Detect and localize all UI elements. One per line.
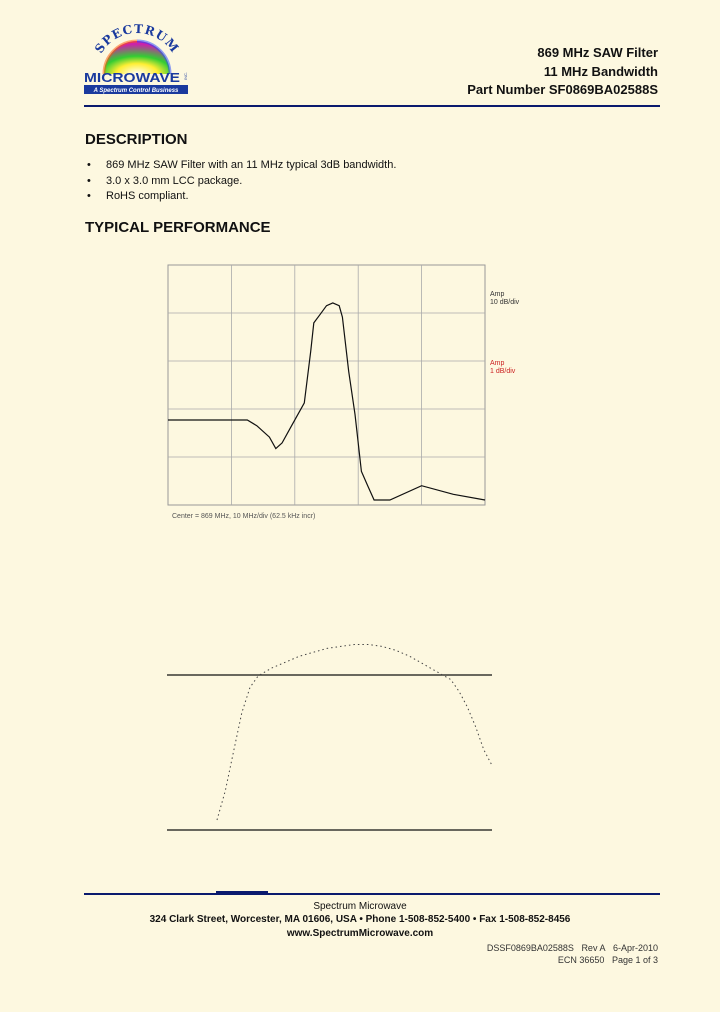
footer-doc-info [487,943,658,953]
footer-website[interactable]: www.SpectrumMicrowave.com [286,928,434,939]
legend-label: Amp [490,360,505,367]
description-list [86,158,396,205]
chart-caption: Center = 869 MHz, 10 MHz/div (62.5 kHz incr) [172,513,316,520]
description-heading: DESCRIPTION [85,131,188,148]
list-item: • 869 MHz SAW Filter with an 11 MHz typical 3dB bandwidth. [86,158,396,174]
header-bandwidth: 11 MHz Bandwidth [543,64,658,79]
footer-company: Spectrum Microwave [313,901,407,912]
legend-amp-1db [490,360,515,376]
passband-trace [217,645,492,821]
performance-heading: TYPICAL PERFORMANCE [85,219,271,236]
footer-rule-accent [216,891,268,894]
legend-label: Amp [490,291,505,298]
header-title: 869 MHz SAW Filter [537,45,658,60]
chart-grid [168,265,485,505]
doc-number: DSSF0869BA02588S [486,943,574,953]
logo-main-text: MICROWAVE [84,70,181,85]
logo-tagline: A Spectrum Control Business [93,88,179,94]
legend-scale: 1 dB/div [490,368,516,375]
logo-top-text: SPECTRUM [91,21,182,56]
legend-amp-10db [490,291,519,307]
header-part-number: Part Number SF0869BA02588S [467,82,658,97]
footer-page-info [558,955,658,965]
doc-date: 6-Apr-2010 [612,943,658,953]
footer-rule [84,893,660,895]
response-trace-10db [168,303,485,500]
company-logo [82,16,192,98]
legend-scale: 10 dB/div [490,299,520,306]
logo-superscript: INC. [183,72,188,80]
list-item: • 3.0 x 3.0 mm LCC package. [86,174,396,190]
list-item: • RoHS compliant. [86,189,396,205]
doc-revision: Rev A [581,943,606,953]
header-rule [84,105,660,107]
ecn-number: ECN 36650 [557,955,605,965]
page-number: Page 1 of 3 [611,955,658,965]
wideband-response-chart [160,260,500,520]
footer-address: 324 Clark Street, Worcester, MA 01606, USA • Phone 1-508-852-5400 • Fax 1-508-852-8456 [149,914,571,925]
plot-frame [168,265,485,505]
passband-detail-chart [135,565,505,875]
